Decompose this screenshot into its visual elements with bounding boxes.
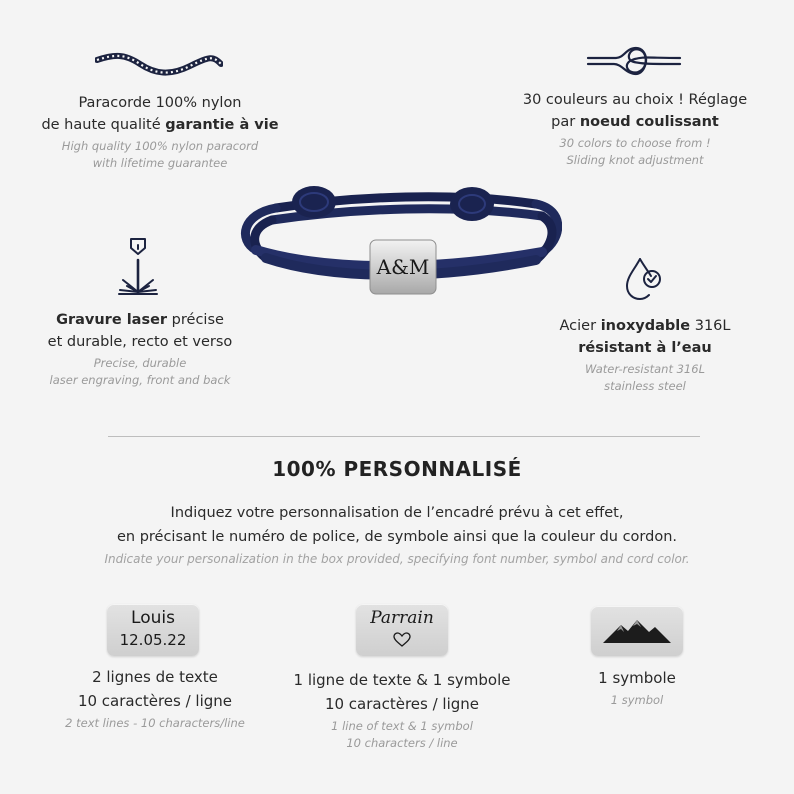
feature-colors-line1: 30 couleurs au choix ! Réglage <box>522 92 748 108</box>
section-divider <box>108 436 700 437</box>
personalization-heading: 100% PERSONNALISÉ <box>272 457 522 481</box>
feature-steel-line2 <box>500 337 790 359</box>
feature-laser <box>0 309 280 389</box>
feature-laser-en1: Precise, durable <box>93 356 187 370</box>
personalization-en: Indicate your personalization in the box provided, specifying font number, symbol and cord color. <box>104 552 690 566</box>
option-tag-two-lines <box>107 604 199 656</box>
personalization-line2: en précisant le numéro de police, de symbole ainsi que la couleur du cordon. <box>116 529 678 545</box>
option-two-lines-fr1: 2 lignes de texte <box>92 668 218 686</box>
option-text-symbol-fr2: 10 caractères / ligne <box>324 695 480 713</box>
feature-steel-line2-bold: résistant à l’eau <box>578 340 712 356</box>
water-drop-icon <box>624 256 664 302</box>
feature-colors <box>490 89 780 169</box>
option-text-symbol-en2: 10 characters / line <box>346 736 458 750</box>
feature-colors-line2-bold: noeud coulissant <box>579 114 719 130</box>
option-text-symbol-fr1: 1 ligne de texte & 1 symbole <box>293 671 511 689</box>
option-two-lines-fr2: 10 caractères / ligne <box>77 692 233 710</box>
option-tag-line2: 12.05.22 <box>119 631 187 649</box>
feature-colors-en2: Sliding knot adjustment <box>566 153 704 167</box>
option-tag-text-symbol <box>356 604 448 656</box>
option-text-symbol-en1: 1 line of text & 1 symbol <box>331 719 473 733</box>
option-symbol <box>545 666 729 709</box>
bracelet-image <box>236 178 562 298</box>
feature-steel-line1-bold: inoxydable <box>600 318 691 334</box>
heart-icon <box>393 632 411 648</box>
option-two-lines <box>20 665 290 732</box>
knot-icon <box>586 44 682 78</box>
feature-steel-line1-text: Acier <box>559 318 601 334</box>
feature-paracord-line2 <box>20 114 300 136</box>
laser-icon <box>115 236 161 298</box>
feature-colors-en1: 30 colors to choose from ! <box>559 136 711 150</box>
mountain-icon <box>601 617 673 645</box>
feature-laser-line2: et durable, recto et verso <box>47 334 233 350</box>
feature-laser-line1 <box>0 309 280 331</box>
feature-laser-line1-text: précise <box>167 312 224 328</box>
option-tag-text: Parrain <box>370 608 434 628</box>
feature-paracord-en2: with lifetime guarantee <box>92 156 228 170</box>
feature-paracord-en1: High quality 100% nylon paracord <box>61 139 259 153</box>
option-tag-symbol <box>591 606 683 656</box>
personalization-line1: Indiquez votre personnalisation de l’encadré prévu à cet effet, <box>170 505 624 521</box>
feature-paracord-line1: Paracorde 100% nylon <box>78 95 242 111</box>
feature-colors-line2-text: par <box>551 114 580 130</box>
option-symbol-en1: 1 symbol <box>610 693 664 707</box>
option-two-lines-en1: 2 text lines - 10 characters/line <box>65 716 245 730</box>
feature-steel-en1: Water-resistant 316L <box>585 362 705 376</box>
option-text-symbol <box>262 668 542 752</box>
feature-paracord <box>20 92 300 172</box>
feature-colors-line2 <box>490 111 780 133</box>
option-tag-line1: Louis <box>131 608 175 628</box>
feature-paracord-line2-bold: garantie à vie <box>165 117 279 133</box>
feature-laser-en2: laser engraving, front and back <box>49 373 231 387</box>
bracelet-engraving: A&M <box>376 255 430 279</box>
feature-paracord-line2-text: de haute qualité <box>41 117 166 133</box>
feature-laser-line1-bold: Gravure laser <box>56 312 168 328</box>
feature-steel-line1 <box>500 315 790 337</box>
rope-icon <box>95 52 223 78</box>
feature-steel-line1-suffix: 316L <box>690 318 731 334</box>
feature-steel <box>500 315 790 395</box>
option-symbol-fr1: 1 symbole <box>598 669 676 687</box>
feature-steel-en2: stainless steel <box>604 379 686 393</box>
